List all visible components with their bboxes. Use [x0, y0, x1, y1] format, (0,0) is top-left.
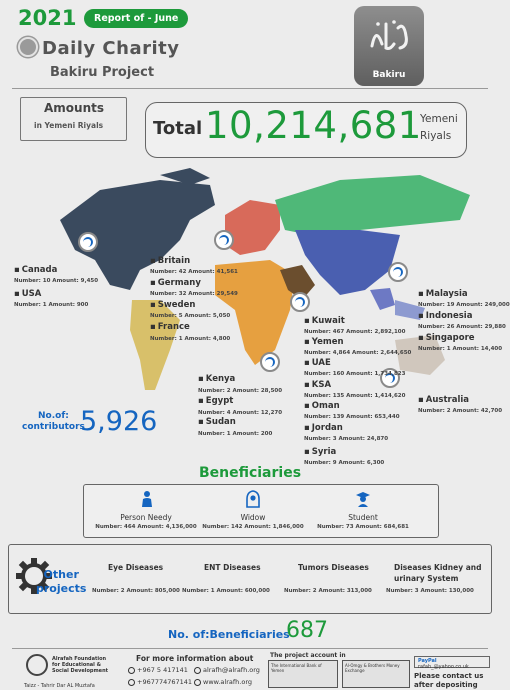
amounts-label: Amounts [44, 101, 104, 115]
country-france: ▪ France [150, 322, 190, 332]
widow-icon [244, 490, 262, 508]
other-projects-label-line: projects [36, 582, 87, 595]
country-yemen: ▪ Yemen [304, 337, 344, 347]
total-unit: Yemeni [420, 113, 458, 125]
beneficiary-stat: Number: 73 Amount: 684,681 [317, 524, 409, 530]
country-sweden: ▪ Sweden [150, 300, 195, 310]
country-stat: Number: 1 Amount: 200 [198, 431, 273, 437]
country-kuwait: ▪ Kuwait [304, 316, 345, 326]
country-stat: Number: 1 Amount: 900 [14, 302, 89, 308]
total-label: Total [153, 118, 203, 139]
more-info-heading: For more information about [136, 654, 254, 663]
project-stat: Number: 1 Amount: 600,000 [182, 588, 270, 594]
country-stat: Number: 135 Amount: 1,414,620 [304, 393, 406, 399]
project-stat: Number: 2 Amount: 805,000 [92, 588, 180, 594]
country-stat: Number: 10 Amount: 9,450 [14, 278, 99, 284]
country-britain: ▪ Britain [150, 256, 190, 266]
person-needy-icon [138, 490, 156, 508]
europe-marker-icon [214, 230, 234, 250]
amounts-currency: in Yemeni Riyals [34, 121, 104, 130]
country-stat: Number: 4,864 Amount: 2,644,650 [304, 350, 412, 356]
country-singapore: ▪ Singapore [418, 333, 475, 343]
country-stat: Number: 32 Amount: 29,549 [150, 291, 238, 297]
europe-region [225, 200, 280, 255]
total-unit: Riyals [420, 130, 452, 142]
account-heading: The project account in [270, 652, 346, 659]
whatsapp-icon [128, 679, 135, 686]
beneficiaries-title: Beneficiaries [198, 465, 302, 481]
beneficiary-stat: Number: 142 Amount: 1,846,000 [202, 524, 304, 530]
project-title: Tumors Diseases [298, 563, 369, 572]
americas-marker-icon [78, 232, 98, 252]
other-projects-label [36, 568, 86, 596]
africa-marker-icon [260, 352, 280, 372]
contact-note [414, 672, 483, 690]
beneficiary-label: Student [348, 513, 378, 522]
contributors-label-line: contributors [22, 422, 85, 432]
footer-divider [12, 648, 488, 649]
country-stat: Number: 1 Amount: 14,400 [418, 346, 503, 352]
phone-number: +967774767141 [137, 678, 193, 686]
country-stat: Number: 1 Amount: 4,800 [150, 336, 231, 342]
report-year: 2021 [18, 6, 77, 30]
web-contact[interactable] [194, 678, 252, 686]
country-sudan: ▪ Sudan [198, 417, 236, 427]
country-stat: Number: 9 Amount: 6,300 [304, 460, 385, 466]
foundation-name [52, 656, 108, 674]
contributors-label-line: No.of: [38, 411, 69, 421]
project-title: urinary System [394, 574, 459, 583]
foundation-name-line: Social Development [52, 668, 109, 674]
website: www.alrafh.org [203, 678, 252, 686]
beneficiary-label: Person Needy [120, 513, 172, 522]
country-egypt: ▪ Egypt [198, 396, 233, 406]
country-germany: ▪ Germany [150, 278, 201, 288]
country-canada: ▪ Canada [14, 265, 57, 275]
foundation-name-line: for Educational & [52, 662, 101, 668]
exchange-name: Al-Omgy & Brothers Money Exchange [345, 663, 400, 673]
paypal-email: rafah_@yahoo.co.uk [418, 664, 469, 670]
logo-label: Bakiru [372, 70, 406, 80]
beneficiary-stat: Number: 464 Amount: 4,136,000 [95, 524, 197, 530]
country-usa: ▪ USA [14, 289, 41, 299]
country-jordan: ▪ Jordan [304, 423, 343, 433]
country-indonesia: ▪ Indonesia [418, 311, 472, 321]
middle-east-marker-icon [290, 292, 310, 312]
bank-account-box [268, 660, 338, 688]
country-stat: Number: 19 Amount: 249,000 [418, 302, 510, 308]
country-stat: Number: 42 Amount: 41,561 [150, 269, 238, 275]
contact-note-line: Please contact us [414, 672, 484, 680]
phone-contact [128, 666, 188, 674]
country-syria: ▪ Syria [304, 447, 336, 457]
other-projects-label-line: Other [43, 568, 79, 581]
phone-icon [128, 667, 135, 674]
header-divider [12, 88, 488, 89]
report-month-badge: Report of - June [84, 9, 188, 28]
contact-note-line: after depositing [414, 681, 478, 689]
email-contact[interactable] [194, 666, 260, 674]
country-oman: ▪ Oman [304, 401, 340, 411]
country-stat: Number: 5 Amount: 5,050 [150, 313, 231, 319]
total-amount: 10,214,681 [205, 104, 422, 147]
exchange-account-box [342, 660, 410, 688]
country-stat: Number: 160 Amount: 1,734,823 [304, 371, 406, 377]
beneficiary-label: Widow [240, 513, 266, 522]
email-icon [194, 667, 201, 674]
bank-name: The International Bank of Yemen [271, 663, 322, 673]
country-stat: Number: 2 Amount: 28,500 [198, 388, 283, 394]
phone-number: +967 5 417141 [137, 666, 188, 674]
project-stat: Number: 3 Amount: 130,000 [386, 588, 474, 594]
country-ksa: ▪ KSA [304, 380, 331, 390]
calligraphy-logo-icon [364, 16, 414, 56]
foundation-address: Taizz - Tahrir Dar AL Muztafa [24, 683, 95, 689]
country-malaysia: ▪ Malaysia [418, 289, 468, 299]
country-stat: Number: 3 Amount: 24,870 [304, 436, 389, 442]
beneficiaries-count: 687 [286, 618, 328, 643]
project-stat: Number: 2 Amount: 313,000 [284, 588, 372, 594]
whatsapp-contact [128, 678, 192, 686]
foundation-logo-icon [26, 654, 48, 676]
student-icon [354, 490, 372, 508]
country-stat: Number: 26 Amount: 29,880 [418, 324, 506, 330]
foundation-name-line: Alrafah Foundation [52, 656, 107, 662]
contributors-count: 5,926 [80, 406, 158, 437]
project-name: Bakiru Project [50, 65, 155, 80]
beneficiaries-count-label: No. of:Beneficiaries [168, 628, 290, 641]
country-uae: ▪ UAE [304, 358, 331, 368]
contributors-label [22, 411, 85, 433]
project-title: Diseases Kidney and [394, 563, 482, 572]
north-asia-region [275, 175, 470, 235]
paypal-box [414, 656, 490, 668]
project-title: Eye Diseases [108, 563, 164, 572]
asia-marker-icon [388, 262, 408, 282]
project-title: ENT Diseases [204, 563, 261, 572]
country-stat: Number: 467 Amount: 2,892,100 [304, 329, 406, 335]
country-stat: Number: 139 Amount: 653,440 [304, 414, 400, 420]
paypal-label: PayPal [418, 658, 437, 664]
email-address: alrafh@alrafh.org [203, 666, 260, 674]
country-australia: ▪ Australia [418, 395, 469, 405]
title-bullet-icon [18, 37, 38, 57]
page-title: Daily Charity [42, 38, 180, 59]
country-stat: Number: 4 Amount: 12,270 [198, 410, 283, 416]
country-kenya: ▪ Kenya [198, 374, 235, 384]
country-stat: Number: 2 Amount: 42,700 [418, 408, 503, 414]
globe-icon [194, 679, 201, 686]
